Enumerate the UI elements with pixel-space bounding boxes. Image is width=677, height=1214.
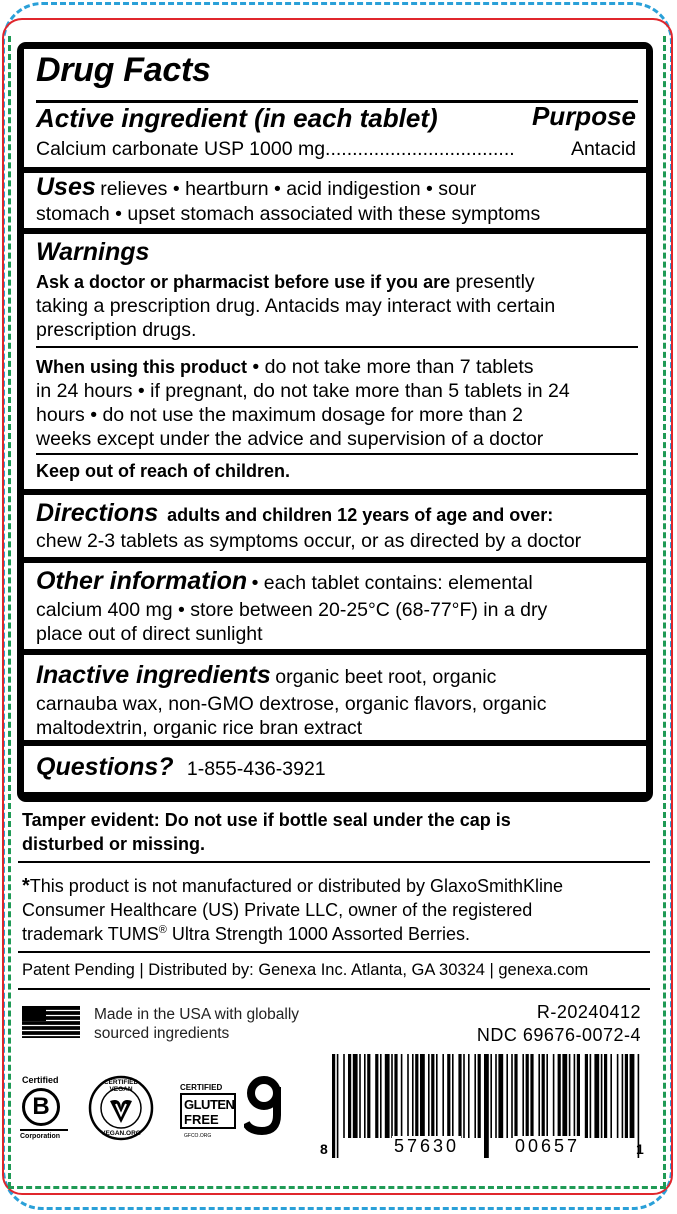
separator-3 <box>18 988 650 990</box>
vegan-top-text: CERTIFIED VEGAN <box>103 1079 139 1093</box>
barcode-bar <box>495 1054 497 1138</box>
barcode-bar <box>490 1054 492 1138</box>
disclaimer-line-3 <box>22 924 470 945</box>
barcode-bar <box>353 1054 358 1138</box>
active-ingredient-line <box>36 137 515 161</box>
barcode-bar <box>412 1054 414 1138</box>
b-corp-bottom-text: Corporation <box>20 1133 61 1140</box>
barcode-bar <box>546 1054 548 1138</box>
vegan-bottom-text: VEGAN.ORG <box>101 1130 141 1137</box>
barcode-bar <box>630 1054 635 1138</box>
gf-g-mark-icon <box>244 1075 284 1133</box>
made-in-usa-line-2: sourced ingredients <box>94 1025 230 1042</box>
barcode-bar <box>585 1054 588 1138</box>
barcode-digits-left: 57630 <box>394 1136 460 1156</box>
inactive-line-3: maltodextrin, organic rice bran extract <box>36 717 363 739</box>
barcode-bar <box>348 1054 351 1138</box>
inactive-ingredients-box <box>24 655 646 740</box>
ask-doctor-line-1 <box>36 270 535 294</box>
barcode-bar <box>625 1054 628 1138</box>
leader-dots: ................................... <box>325 138 515 160</box>
barcode-bar <box>380 1054 382 1138</box>
barcode-bar <box>468 1054 470 1138</box>
barcode-bar <box>558 1054 561 1138</box>
usa-flag-icon <box>22 1006 80 1038</box>
barcode-bar <box>562 1054 567 1138</box>
tamper-line-1: Tamper evident: Do not use if bottle seal under the cap is <box>22 810 511 830</box>
barcode-bar <box>407 1054 409 1138</box>
barcode-bar <box>415 1054 418 1138</box>
disclaimer-line-2: Consumer Healthcare (US) Private LLC, owner of the registered <box>22 900 533 920</box>
barcode-bar <box>364 1054 366 1138</box>
inactive-line-2: carnauba wax, non-GMO dextrose, organic flavors, organic <box>36 693 547 715</box>
barcode-bar <box>594 1054 599 1138</box>
drug-facts-panel <box>17 42 653 802</box>
patent-distributor-line: Patent Pending | Distributed by: Genexa Inc. Atlanta, GA 30324 | genexa.com <box>22 961 589 979</box>
barcode-bar <box>332 1054 335 1158</box>
other-info-line-3: place out of direct sunlight <box>36 623 263 645</box>
when-using-line-3: hours • do not use the maximum dosage for more than 2 <box>36 404 524 426</box>
warnings-heading: Warnings <box>36 238 150 266</box>
barcode-bar <box>530 1054 533 1138</box>
inactive-ingredients-heading: Inactive ingredients <box>36 661 271 689</box>
directions-line-1 <box>36 499 553 528</box>
barcode-bar <box>337 1054 339 1158</box>
uses-box <box>24 173 646 228</box>
drug-facts-title: Drug Facts <box>36 51 211 89</box>
other-info-line-1 <box>36 567 533 596</box>
safe-line-bottom <box>8 1186 666 1189</box>
questions-heading: Questions? <box>36 753 174 781</box>
barcode-bar <box>511 1054 513 1138</box>
directions-heading: Directions <box>36 499 159 527</box>
barcode-bar <box>478 1054 481 1138</box>
active-ingredient-value: Calcium carbonate USP 1000 mg <box>36 138 326 160</box>
barcode-bar <box>385 1054 390 1138</box>
barcode-digits-right: 00657 <box>515 1136 581 1156</box>
ask-doctor-line-2: taking a prescription drug. Antacids may interact with certain <box>36 295 556 317</box>
other-info-line-2: calcium 400 mg • store between 20-25°C (68-77°F) in a dry <box>36 599 548 621</box>
barcode-bar <box>604 1054 607 1138</box>
disclaimer-text-1: This product is not manufactured or distributed by GlaxoSmithKline <box>29 876 564 896</box>
inactive-text-1: organic beet root, organic <box>275 666 497 688</box>
barcode-bar <box>458 1054 461 1138</box>
barcode-bar <box>522 1054 524 1138</box>
gf-box <box>180 1093 236 1129</box>
ask-doctor-line-3: prescription drugs. <box>36 319 197 341</box>
separator-2 <box>18 951 650 953</box>
barcode-digit-last: 1 <box>636 1141 644 1157</box>
barcode-bar <box>622 1054 624 1138</box>
barcode-bar <box>601 1054 603 1138</box>
safe-line-right <box>663 36 666 1188</box>
barcode-bar <box>428 1054 430 1138</box>
barcode-bar <box>447 1054 450 1138</box>
other-information-heading: Other information <box>36 567 248 595</box>
barcode-bar <box>610 1054 612 1138</box>
safe-line-left <box>8 36 11 1188</box>
uses-text-2: stomach • upset stomach associated with these symptoms <box>36 203 541 225</box>
warnings-box <box>24 234 646 489</box>
barcode-bar <box>526 1054 529 1138</box>
barcode-bar <box>375 1054 378 1138</box>
disclaimer-text-3b: Ultra Strength 1000 Assorted Berries. <box>166 924 470 944</box>
other-info-text-1: • each tablet contains: elemental <box>251 572 533 594</box>
b-corp-letter: B <box>22 1088 60 1126</box>
uses-heading: Uses <box>36 173 96 201</box>
disclaimer-star: * <box>22 875 30 897</box>
warnings-rule-2 <box>36 453 638 455</box>
directions-bold: adults and children 12 years of age and over: <box>167 505 554 525</box>
questions-box <box>24 746 646 792</box>
keep-out-of-reach: Keep out of reach of children. <box>36 461 291 481</box>
warnings-rule-1 <box>36 346 638 348</box>
active-ingredient-heading: Active ingredient (in each tablet) <box>36 103 438 133</box>
barcode-bar <box>463 1054 465 1138</box>
barcode-bar <box>484 1054 489 1158</box>
gf-top-text: CERTIFIED <box>180 1083 223 1092</box>
drug-facts-header-box <box>24 49 646 167</box>
ndc-number: NDC 69676-0072-4 <box>476 1025 641 1045</box>
gf-free-text: FREE <box>184 1112 219 1127</box>
other-information-box <box>24 563 646 649</box>
when-using-line-4: weeks except under the advice and supervision of a doctor <box>36 428 544 450</box>
gf-gluten-text: GLUTEN <box>184 1097 235 1112</box>
made-in-usa-line-1: Made in the USA with globally <box>94 1006 300 1023</box>
barcode-bar <box>506 1054 508 1138</box>
barcode-bar <box>343 1054 345 1138</box>
questions-phone: 1-855-436-3921 <box>186 758 326 780</box>
barcode-bar <box>391 1054 393 1138</box>
barcode-bar <box>431 1054 434 1138</box>
inactive-line-1 <box>36 661 496 690</box>
registered-mark: ® <box>158 924 167 936</box>
barcode-bar <box>436 1054 438 1138</box>
upc-barcode <box>332 1054 642 1158</box>
when-using-line-2: in 24 hours • if pregnant, do not take more than 5 tablets in 24 <box>36 380 570 402</box>
certified-vegan-logo <box>88 1075 154 1141</box>
when-using-bold: When using this product <box>36 357 247 377</box>
when-using-rest: • do not take more than 7 tablets <box>246 356 534 378</box>
barcode-bar <box>442 1054 444 1138</box>
gluten-free-logo <box>178 1075 288 1145</box>
ask-doctor-rest: presently <box>450 271 535 293</box>
barcode-bar <box>569 1054 571 1138</box>
barcode-bar <box>474 1054 476 1138</box>
disclaimer-line-1 <box>22 875 563 898</box>
lot-code: R-20240412 <box>536 1002 641 1022</box>
barcode-bar <box>617 1054 619 1138</box>
b-corp-line <box>20 1129 68 1131</box>
barcode-bar <box>420 1054 425 1138</box>
gf-small-text: GFCO.ORG <box>184 1133 212 1139</box>
barcode-bar <box>574 1054 576 1138</box>
purpose-value: Antacid <box>570 138 636 160</box>
barcode-bar <box>514 1054 517 1138</box>
ask-doctor-bold: Ask a doctor or pharmacist before use if you are <box>36 272 451 292</box>
disclaimer-text-3a: trademark TUMS <box>22 924 159 944</box>
barcode-bar <box>394 1054 397 1138</box>
barcode-bar <box>367 1054 370 1138</box>
barcode-bar <box>498 1054 503 1138</box>
barcode-bar <box>452 1054 454 1138</box>
barcode-digit-first: 8 <box>320 1141 328 1157</box>
uses-line-1 <box>36 173 476 202</box>
b-corp-logo <box>20 1075 72 1145</box>
separator-1 <box>18 861 650 863</box>
when-using-line-1 <box>36 355 534 379</box>
barcode-bar <box>577 1054 580 1138</box>
purpose-heading: Purpose <box>531 101 636 131</box>
barcode-bar <box>542 1054 545 1138</box>
barcode-bar <box>359 1054 361 1138</box>
barcode-bar <box>553 1054 555 1138</box>
questions-line <box>36 753 326 782</box>
tamper-line-2: disturbed or missing. <box>22 834 206 854</box>
uses-text-1: relieves • heartburn • acid indigestion • sour <box>100 178 477 200</box>
barcode-bar <box>401 1054 403 1138</box>
barcode-bar <box>538 1054 540 1138</box>
b-corp-top-text: Certified <box>22 1075 59 1085</box>
barcode-bar <box>590 1054 592 1138</box>
directions-line-2: chew 2-3 tablets as symptoms occur, or as directed by a doctor <box>36 530 582 552</box>
directions-box <box>24 495 646 557</box>
